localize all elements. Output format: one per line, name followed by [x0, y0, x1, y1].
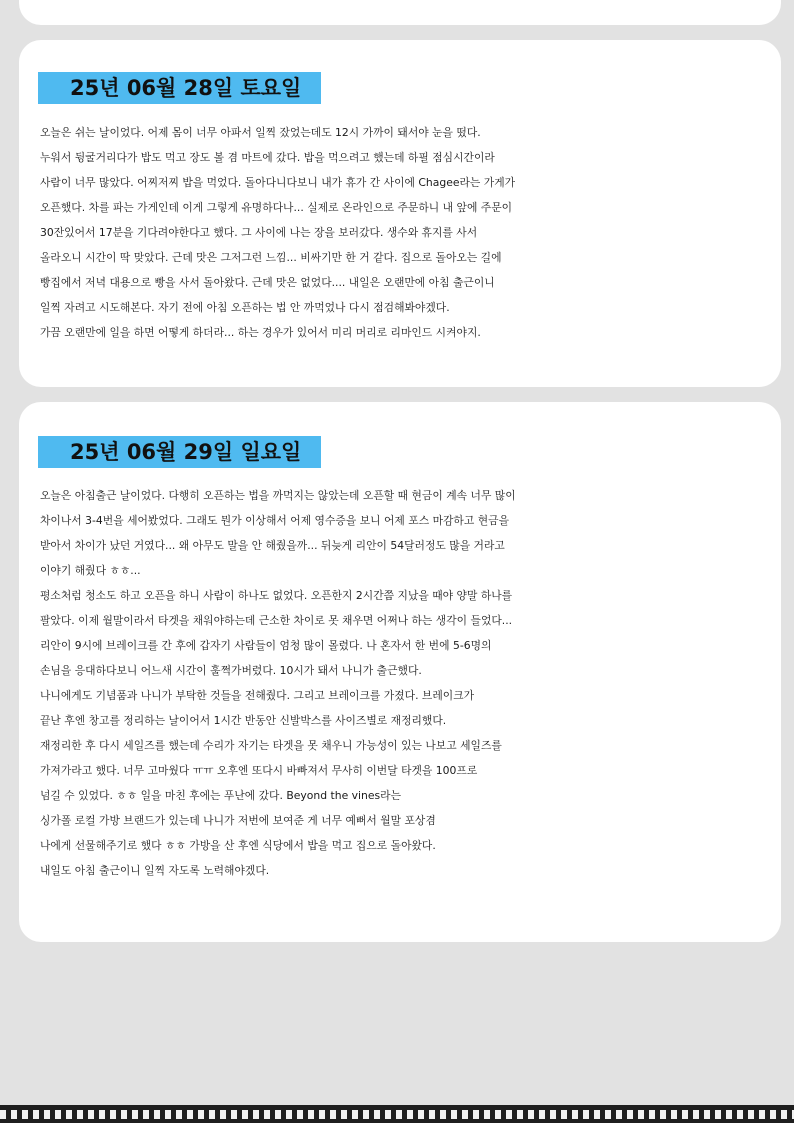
- entry-line: 내일도 아침 출근이니 일찍 자도록 노력해야겠다.: [40, 864, 270, 877]
- entry-line: 가져가라고 했다. 너무 고마웠다 ㅠㅠ 오후엔 또다시 바빠져서 무사히 이번달 타겟을 100프로: [40, 764, 478, 777]
- entry-line: 나니에게도 기념품과 나니가 부탁한 것들을 전해줬다. 그리고 브레이크를 가졌다. 브레이크가: [40, 689, 475, 702]
- entry-date-heading: 25년 06월 28일 토요일: [38, 72, 321, 104]
- entry-line: 손님을 응대하다보니 어느새 시간이 훌쩍가버렸다. 10시가 돼서 나니가 출근했다.: [40, 664, 422, 677]
- entry-line: 오늘은 쉬는 날이었다. 어제 몸이 너무 아파서 일찍 잤었는데도 12시 가까이 돼서야 눈을 떴다.: [40, 126, 481, 139]
- entry-line: 올라오니 시간이 딱 맞았다. 근데 맛은 그저그런 느낌... 비싸기만 한 거 같다. 집으로 돌아오는 길에: [40, 251, 502, 264]
- entry-line: 일찍 자려고 시도해본다. 자기 전에 아침 오픈하는 법 안 까먹었나 다시 점검해봐야겠다.: [40, 301, 450, 314]
- entry-line: 넘길 수 있었다. ㅎㅎ 일을 마친 후에는 푸난에 갔다. Beyond the vines라는: [40, 789, 402, 802]
- previous-entry-card: [19, 0, 781, 25]
- diary-entry-card: [19, 402, 781, 942]
- entry-line: 빵집에서 저녁 대용으로 빵을 사서 돌아왔다. 근데 맛은 없었다.... 내일은 오랜만에 아침 출근이니: [40, 276, 495, 289]
- entry-body: [40, 483, 780, 883]
- entry-line: 재정리한 후 다시 세일즈를 했는데 수리가 자기는 타겟을 못 채우니 가능성이 있는 나보고 세일즈를: [40, 739, 502, 752]
- entry-line: 받아서 차이가 났던 거였다... 왜 아무도 말을 안 해줬을까... 뒤늦게 리안이 54달러정도 많을 거라고: [40, 539, 505, 552]
- entry-line: 차이나서 3-4번을 세어봤었다. 그래도 뭔가 이상해서 어제 영수증을 보니 어제 포스 마감하고 현금을: [40, 514, 510, 527]
- entry-line: 사람이 너무 많았다. 어찌저찌 밥을 먹었다. 돌아다니다보니 내가 휴가 간 사이에 Chagee라는 가게가: [40, 176, 516, 189]
- entry-line: 팔았다. 이제 월말이라서 타겟을 채워야하는데 근소한 차이로 못 채우면 어쩌나 하는 생각이 들었다...: [40, 614, 513, 627]
- entry-line: 리안이 9시에 브레이크를 간 후에 갑자기 사람들이 엄청 많이 몰렸다. 나 혼자서 한 번에 5-6명의: [40, 639, 492, 652]
- entry-line: 나에게 선물해주기로 했다 ㅎㅎ 가방을 산 후엔 식당에서 밥을 먹고 집으로 돌아왔다.: [40, 839, 436, 852]
- entry-line: 평소처럼 청소도 하고 오픈을 하니 사람이 하나도 없었다. 오픈한지 2시간쯤 지났을 때야 양말 하나를: [40, 589, 513, 602]
- entry-line: 싱가폴 로컬 가방 브랜드가 있는데 나니가 저번에 보여준 게 너무 예뻐서 월말 포상겸: [40, 814, 436, 827]
- entry-body: [40, 120, 780, 345]
- entry-line: 끝난 후엔 창고를 정리하는 날이어서 1시간 반동안 신발박스를 사이즈별로 재정리했다.: [40, 714, 447, 727]
- entry-line: 누워서 뒹굴거리다가 밥도 먹고 장도 볼 겸 마트에 갔다. 밥을 먹으려고 했는데 하필 점심시간이라: [40, 151, 495, 164]
- entry-line: 오늘은 아침출근 날이었다. 다행히 오픈하는 법을 까먹지는 않았는데 오픈할 때 현금이 계속 너무 많이: [40, 489, 516, 502]
- entry-line: 오픈했다. 차를 파는 가게인데 이게 그렇게 유명하다나... 실제로 온라인으로 주문하니 내 앞에 주문이: [40, 201, 513, 214]
- filmstrip-holes: [0, 1110, 794, 1119]
- entry-line: 가끔 오랜만에 일을 하면 어떻게 하더라... 하는 경우가 있어서 미리 머리로 리마인드 시켜야지.: [40, 326, 481, 339]
- entry-line: 이야기 해줬다 ㅎㅎ...: [40, 564, 141, 577]
- entry-line: 30잔있어서 17분을 기다려야한다고 했다. 그 사이에 나는 장을 보러갔다. 생수와 휴지를 사서: [40, 226, 478, 239]
- filmstrip-border: [0, 1105, 794, 1123]
- entry-date-heading: 25년 06월 29일 일요일: [38, 436, 321, 468]
- diary-entry-card: [19, 40, 781, 387]
